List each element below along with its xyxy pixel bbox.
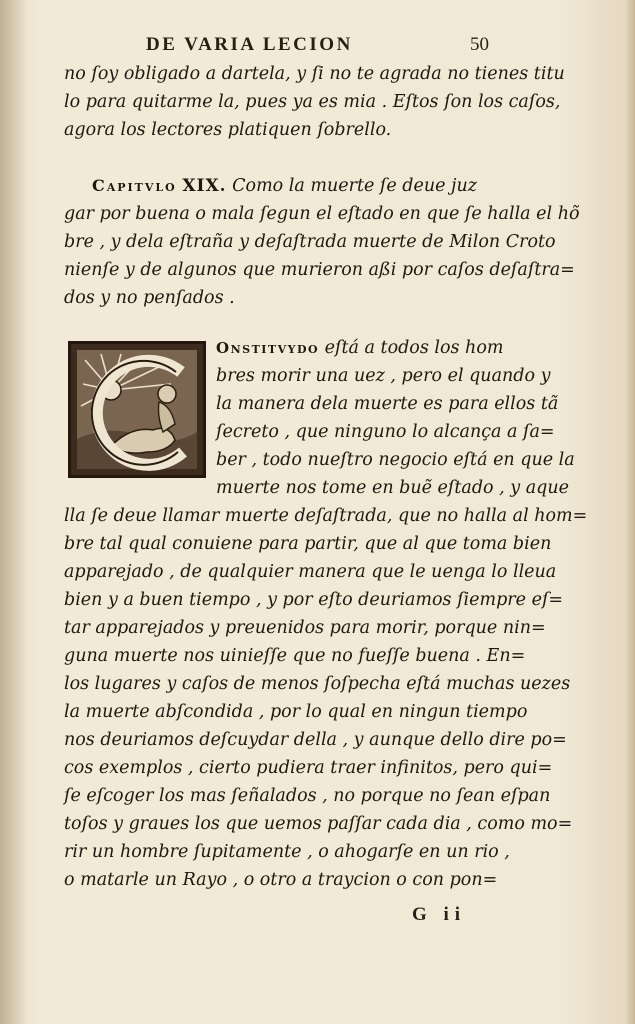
text-line: lo para quitarme la, pues ya es mia . Eſtos ſon los caſos, — [64, 92, 561, 112]
signature-mark: G ii — [412, 904, 467, 925]
text-line: agora los lectores platiquen ſobrello. — [64, 120, 392, 140]
text-line: los lugares y caſos de menos ſoſpecha eſtá muchas uezes — [64, 674, 571, 694]
text-line: cos exemplos , cierto pudiera traer infinitos, pero qui= — [64, 758, 553, 778]
text-line: bres morir una uez , pero el quando y — [216, 366, 551, 386]
text-line: ſecreto , que ninguno lo alcança a ſa= — [216, 422, 555, 442]
chapter-title-line: nienſe y de algunos que murieron aßi por caſos deſaſtra= — [64, 260, 575, 280]
text-line: rir un hombre ſupitamente , o ahogarſe en un rio , — [64, 842, 510, 862]
text-line: lla ſe deue llamar muerte deſaſtrada, que no halla al hom= — [64, 506, 588, 526]
woodcut-initial-c — [71, 344, 203, 475]
text-line: o matarle un Rayo , o otro a traycion o con pon= — [64, 870, 498, 890]
chapter-title-line: gar por buena o mala ſegun el eſtado en que ſe halla el hõ — [64, 204, 580, 224]
text-line: muerte nos tome en buẽ eſtado , y aque — [216, 478, 569, 498]
text-line: no ſoy obligado a dartela, y ſi no te agrada no tienes titu — [64, 64, 565, 84]
text-line: tar apparejados y preuenidos para morir, porque nin= — [64, 618, 546, 638]
page-number: 50 — [470, 34, 489, 55]
text-line: bre tal qual conuiene para partir, que al que toma bien — [64, 534, 552, 554]
text-line: la manera dela muerte es para ellos tã — [216, 394, 559, 414]
chapter-title-start: Como la muerte ſe deue juz — [232, 176, 477, 196]
chapter-heading — [92, 176, 477, 196]
woodcut-initial — [68, 341, 206, 478]
chapter-number: XIX. — [182, 176, 227, 196]
text-line: nos deuriamos deſcuydar della , y aunque dello dire po= — [64, 730, 567, 750]
text-line — [216, 338, 503, 358]
page-header — [60, 34, 530, 64]
text-line: guna muerte nos uinieſſe que no fueſſe buena . En= — [64, 646, 526, 666]
spine-shadow — [0, 0, 28, 1024]
text-line: toſos y graues los que uemos paſſar cada dia , como mo= — [64, 814, 573, 834]
page-edge — [625, 0, 635, 1024]
text-line: bien y a buen tiempo , y por eſto deuriamos ſiempre eſ= — [64, 590, 564, 610]
text-line: ſe eſcoger los mas ſeñalados , no porque no ſean eſpan — [64, 786, 551, 806]
text-line: ber , todo nueſtro negocio eſtá en que la — [216, 450, 575, 470]
text-line: la muerte abſcondida , por lo qual en ningun tiempo — [64, 702, 528, 722]
chapter-label: Capitvlo — [92, 176, 177, 195]
text-line: apparejado , de qualquier manera que le uenga lo lleua — [64, 562, 557, 582]
running-head: DE VARIA LECION — [146, 34, 353, 55]
text-fragment: eſtá a todos los hom — [324, 338, 504, 358]
chapter-title-line: dos y no penſados . — [64, 288, 235, 308]
chapter-title-line: bre , y dela eſtraña y deſaſtrada muerte de Milon Croto — [64, 232, 556, 252]
initial-word-smallcaps: Onstitvydo — [216, 339, 320, 357]
